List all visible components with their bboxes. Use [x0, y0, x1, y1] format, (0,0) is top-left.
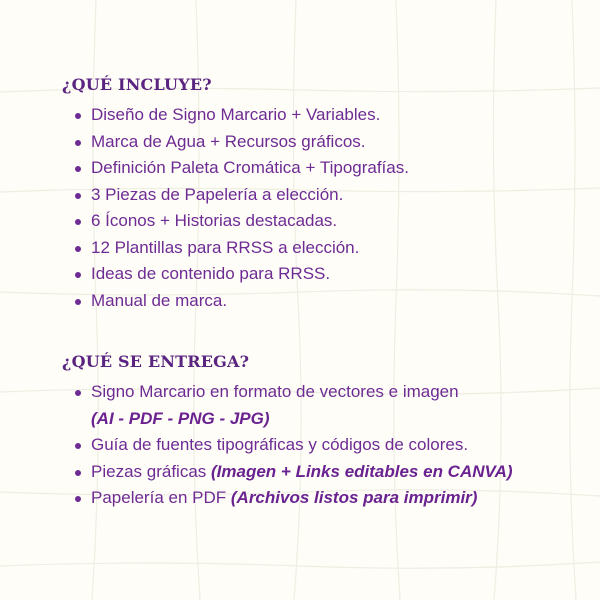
list-item-text: Marca de Agua + Recursos gráficos. [91, 131, 366, 151]
bullet-icon [75, 299, 81, 305]
bullet-icon [75, 166, 81, 172]
list-item-text: 12 Plantillas para RRSS a elección. [91, 237, 360, 257]
content-panel [62, 74, 582, 512]
bullet-icon [75, 219, 81, 225]
list-item [62, 129, 582, 156]
list-item [62, 235, 582, 262]
bullet-icon [75, 496, 81, 502]
includes-title: ¿QUÉ INCLUYE? [62, 75, 212, 94]
delivers-list [62, 379, 582, 512]
list-item [62, 102, 582, 129]
bullet-icon [75, 246, 81, 252]
list-item-text: Signo Marcario en formato de vectores e imagen [91, 382, 459, 401]
list-item [62, 208, 582, 235]
bullet-icon [75, 470, 81, 476]
delivers-section [62, 351, 582, 512]
includes-section [62, 74, 582, 314]
bullet-icon [75, 113, 81, 119]
list-item-text: Papelería en PDF [91, 488, 227, 507]
list-item-text: Ideas de contenido para RRSS. [91, 264, 331, 283]
list-item-text: Definición Paleta Cromática + Tipografías. [91, 158, 409, 177]
list-item-text: 6 Íconos + Historias destacadas. [91, 211, 338, 230]
list-item [62, 155, 582, 182]
list-item-text: Diseño de Signo Marcario + Variables. [91, 105, 381, 124]
list-item [62, 261, 582, 288]
list-item-emphasis: (Imagen + Links editables en CANVA) [211, 461, 513, 481]
bullet-icon [75, 390, 81, 396]
list-item-text: Manual de marca. [91, 290, 228, 310]
list-item [62, 288, 582, 315]
list-item-emphasis: (AI - PDF - PNG - JPG) [91, 408, 270, 428]
list-item-emphasis: (Archivos listos para imprimir) [230, 488, 478, 507]
list-item-text: 3 Piezas de Papelería a elección. [91, 184, 344, 204]
list-item [62, 459, 582, 486]
list-item-text: Piezas gráficas [91, 461, 207, 481]
list-item [62, 485, 582, 512]
list-item [62, 182, 582, 209]
list-item-text: Guía de fuentes tipográficas y códigos de colores. [91, 435, 469, 454]
bullet-icon [75, 443, 81, 449]
delivers-title: ¿QUÉ SE ENTREGA? [62, 352, 250, 371]
bullet-icon [75, 193, 81, 199]
list-item [62, 432, 582, 459]
bullet-icon [75, 140, 81, 146]
includes-list [62, 102, 582, 314]
bullet-icon [75, 272, 81, 278]
list-item [62, 379, 582, 432]
